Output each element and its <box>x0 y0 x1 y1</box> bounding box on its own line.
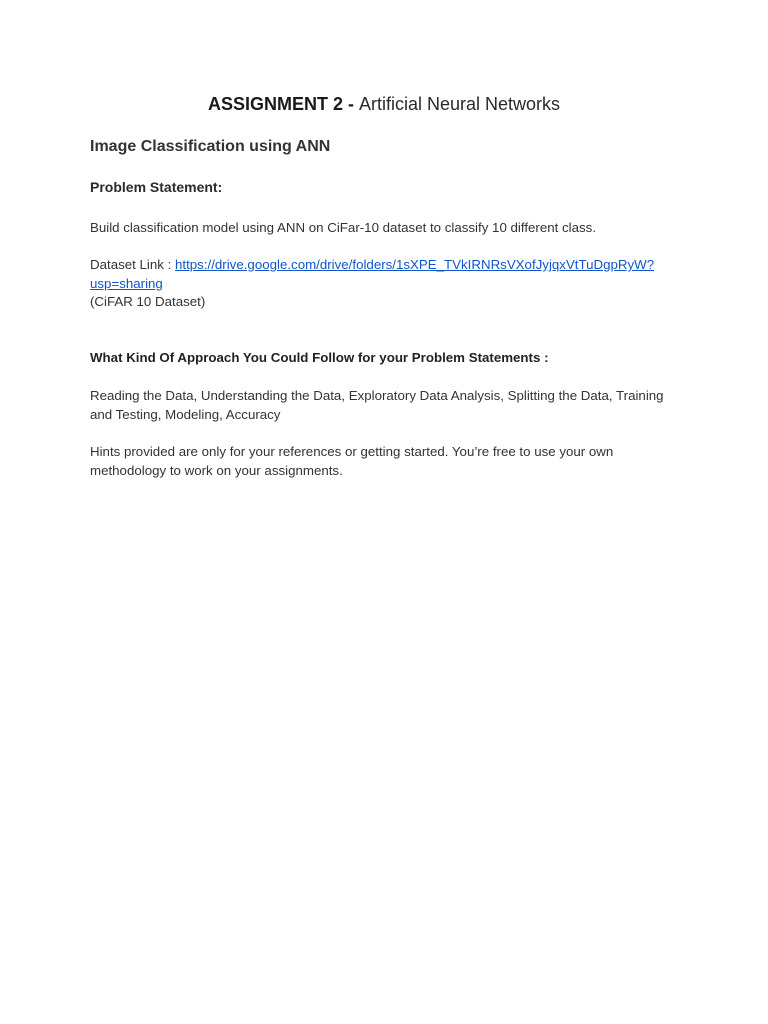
dataset-link-line1: https://drive.google.com/drive/folders/1sXPE_TVkIRNRsVXofJyjqxVtTuDgpRyW? <box>175 257 655 272</box>
document-title <box>0 91 768 117</box>
title-regular-part: Artificial Neural Networks <box>358 94 561 114</box>
title-bold-part: ASSIGNMENT 2 - <box>207 94 359 114</box>
dataset-note: (CiFAR 10 Dataset) <box>90 294 206 309</box>
dataset-paragraph <box>90 255 690 293</box>
dataset-link-line2: usp=sharing <box>90 276 163 291</box>
dataset-label: Dataset Link : <box>90 257 175 272</box>
approach-text: Reading the Data, Understanding the Data, Exploratory Data Analysis, Splitting the Data, Training and Testing, Modeling, Accuracy <box>90 388 664 422</box>
problem-statement-text: Build classification model using ANN on CiFar-10 dataset to classify 10 different class. <box>90 220 597 235</box>
problem-statement-heading: Problem Statement: <box>90 179 223 195</box>
dataset-link[interactable] <box>90 257 654 291</box>
hints-text: Hints provided are only for your references or getting started. You’re free to use your own methodology to work on your assignments. <box>90 444 614 478</box>
approach-heading: What Kind Of Approach You Could Follow for your Problem Statements : <box>90 350 549 365</box>
subtitle-heading: Image Classification using ANN <box>90 138 331 155</box>
